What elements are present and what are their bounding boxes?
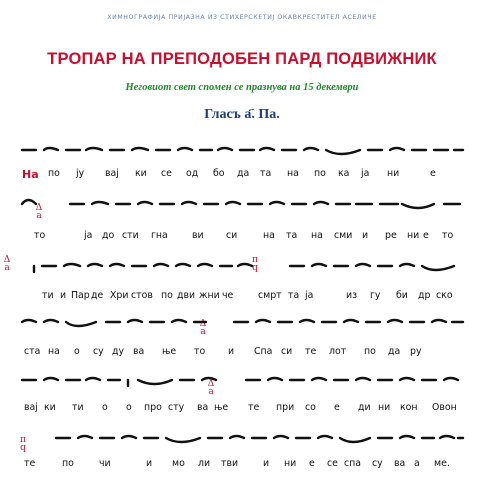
syllable: ру: [410, 346, 422, 357]
initial-letter: На: [22, 168, 39, 181]
syllable: ста: [24, 346, 41, 357]
lyrics-line-1: [22, 168, 466, 182]
lyrics-line-2: [22, 230, 466, 244]
syllable: ње: [214, 402, 229, 413]
martyria-sign: Δ а: [3, 255, 11, 273]
syllable: сти: [122, 230, 139, 241]
syllable: чи: [99, 458, 111, 469]
lyrics-line-5: [22, 402, 466, 416]
syllable: и: [60, 290, 67, 301]
syllable: та: [286, 230, 298, 241]
syllable: смрт: [258, 290, 282, 301]
syllable: ја: [84, 230, 93, 241]
syllable: ва: [394, 458, 406, 469]
martyria-sign: Δ а: [207, 379, 215, 397]
syllable: по: [364, 346, 376, 357]
syllable: то: [194, 346, 206, 357]
syllable: да: [388, 346, 401, 357]
syllable: Овон: [432, 402, 457, 413]
syllable: жни: [199, 290, 220, 301]
martyria-sign: Δ а: [199, 319, 207, 337]
syllable: Хри: [110, 290, 129, 301]
syllable: де: [91, 290, 104, 301]
syllable: ки: [135, 168, 147, 179]
syllable: ли: [198, 458, 211, 469]
syllable: а: [414, 458, 420, 469]
syllable: мо: [172, 458, 185, 469]
syllable: на: [263, 230, 275, 241]
syllable: Спа: [254, 346, 273, 357]
syllable: си: [226, 230, 238, 241]
page-title: ТРОПАР НА ПРЕПОДОБЕН ПАРД ПОДВИЖНИК: [47, 50, 437, 68]
syllable: те: [248, 402, 260, 413]
feast-subtitle: Неговиот свет спомен се празнува на 15 декември: [125, 82, 359, 93]
neume-staff-line-1: [20, 136, 465, 162]
syllable: вај: [24, 402, 38, 413]
syllable: бо: [213, 168, 225, 179]
syllable: ни: [407, 230, 420, 241]
syllable: ва: [133, 346, 145, 357]
syllable: гна: [151, 230, 168, 241]
syllable: су: [372, 458, 383, 469]
syllable: тви: [221, 458, 239, 469]
syllable: до: [102, 230, 115, 241]
syllable: си: [281, 346, 293, 357]
syllable: е: [309, 458, 315, 469]
syllable: та: [260, 168, 272, 179]
syllable: и: [228, 346, 235, 357]
syllable: на: [287, 168, 299, 179]
syllable: ни: [378, 402, 391, 413]
syllable: ме.: [434, 458, 450, 469]
syllable: сми: [334, 230, 353, 241]
syllable: др: [418, 290, 431, 301]
syllable: стов: [131, 290, 153, 301]
syllable: вај: [105, 168, 119, 179]
syllable: се: [161, 168, 172, 179]
syllable: гу: [370, 290, 381, 301]
syllable: о: [74, 346, 80, 357]
syllable: че: [222, 290, 234, 301]
syllable: о: [126, 402, 132, 413]
syllable: ре: [385, 230, 397, 241]
syllable: ду: [112, 346, 125, 357]
syllable: по: [48, 168, 60, 179]
syllable: ви: [192, 230, 204, 241]
lyrics-line-6: [22, 458, 466, 472]
syllable: од: [186, 168, 199, 179]
martyria-sign: π q: [252, 255, 258, 273]
syllable: се: [327, 458, 338, 469]
syllable: ја: [305, 290, 314, 301]
syllable: да: [237, 168, 250, 179]
neume-staff-line-5: [20, 366, 465, 392]
syllable: су: [93, 346, 104, 357]
lyrics-line-4: [22, 346, 466, 360]
syllable: по: [62, 458, 74, 469]
syllable: и: [146, 458, 153, 469]
syllable: по: [161, 290, 173, 301]
neume-staff-line-6: [20, 424, 465, 453]
syllable: сту: [168, 402, 185, 413]
syllable: спа: [344, 458, 362, 469]
syllable: то: [442, 230, 454, 241]
syllable: ти: [72, 402, 84, 413]
syllable: би: [396, 290, 408, 301]
syllable: на: [48, 346, 60, 357]
syllable: ка: [338, 168, 350, 179]
syllable: по: [314, 168, 326, 179]
neume-staff-line-4: [20, 308, 465, 337]
syllable: и: [263, 458, 270, 469]
syllable: при: [276, 402, 295, 413]
syllable: е: [334, 402, 340, 413]
syllable: со: [305, 402, 316, 413]
syllable: лот: [329, 346, 347, 357]
syllable: е: [430, 168, 436, 179]
tone-heading: Гласъ а҃. Па.: [204, 107, 280, 122]
syllable: из: [346, 290, 358, 301]
syllable: на: [311, 230, 323, 241]
martyria-sign: Δ а: [35, 203, 43, 221]
syllable: дви: [177, 290, 196, 301]
syllable: о: [102, 402, 108, 413]
syllable: ва: [197, 402, 209, 413]
syllable: ти: [42, 290, 54, 301]
syllable: Пар: [71, 290, 90, 301]
syllable: ки: [44, 402, 56, 413]
syllable: кон: [400, 402, 418, 413]
syllable: ја: [361, 168, 370, 179]
syllable: ско: [436, 290, 453, 301]
martyria-sign: π q: [20, 435, 26, 453]
neume-staff-line-3: [20, 252, 465, 278]
header-strip: ХИМНОГРАФИЈА ПРИЈАЗНА ИЗ СТИХЕРСКЕТИЈ ОКАВКРЕСТИТЕЛ АСЕЛИЧЕ: [107, 14, 377, 21]
syllable: и: [362, 230, 369, 241]
syllable: ју: [76, 168, 85, 179]
lyrics-line-3: [22, 290, 466, 304]
syllable: та: [288, 290, 300, 301]
syllable: ни: [387, 168, 400, 179]
syllable: ни: [284, 458, 297, 469]
syllable: про: [144, 402, 162, 413]
syllable: ди: [358, 402, 371, 413]
syllable: ње: [162, 346, 177, 357]
syllable: те: [24, 458, 36, 469]
syllable: е: [423, 230, 429, 241]
syllable: то: [34, 230, 46, 241]
neume-staff-line-2: [20, 190, 465, 216]
syllable: те: [305, 346, 317, 357]
